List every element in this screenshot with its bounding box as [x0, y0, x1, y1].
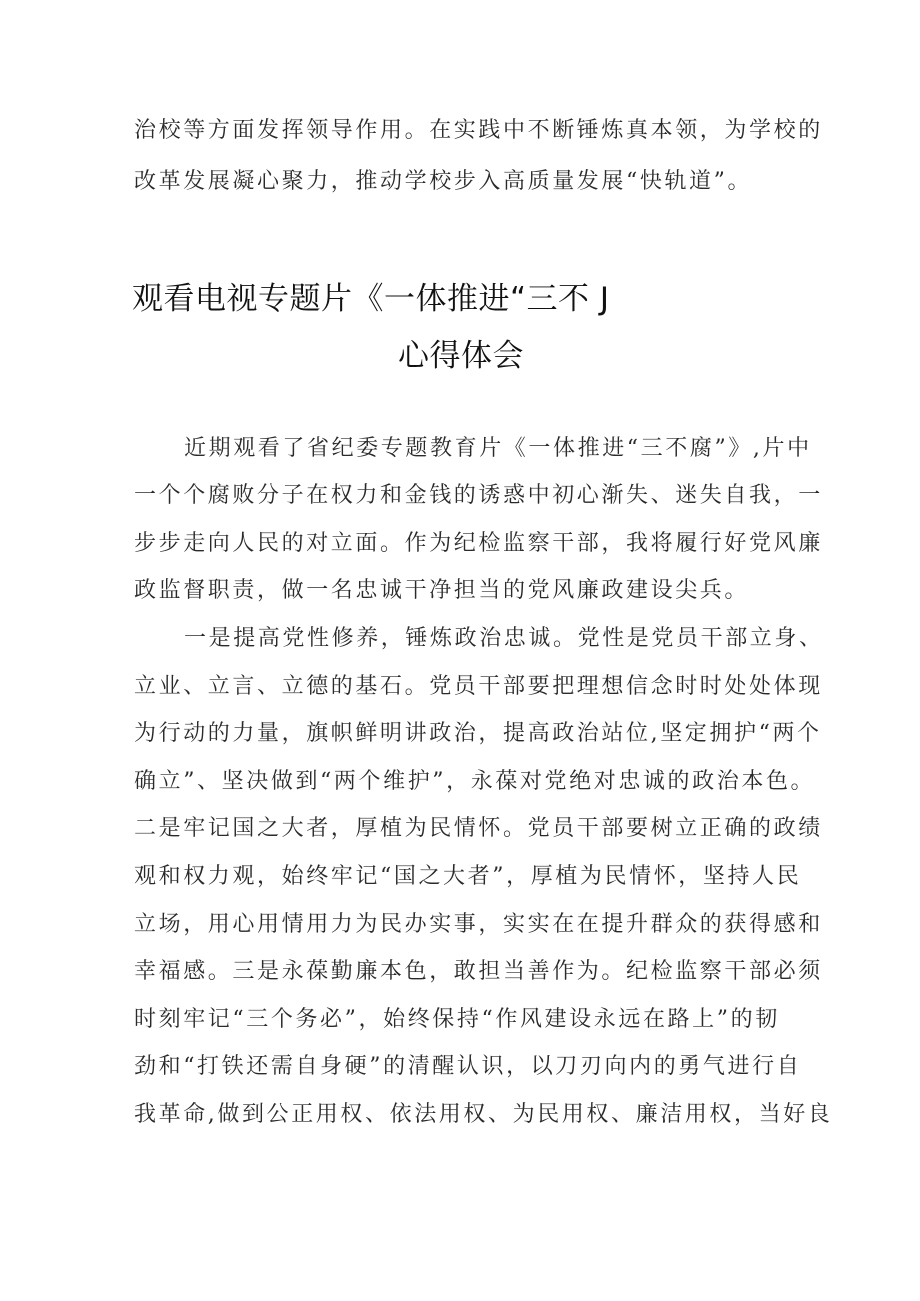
- body-line: 近期观看了省纪委专题教育片《一体推进“三不腐”》,片中: [184, 436, 812, 461]
- body-line: 一个个腐败分子在权力和金钱的诱惑中初心渐失、迷失自我，一: [134, 483, 823, 508]
- document-title-line-2: 心得体会: [398, 338, 524, 374]
- body-line: 时刻牢记“三个务必”，始终保持“作风建设永远在路上”的韧: [134, 1007, 780, 1032]
- body-line: 二是牢记国之大者，厚植为民情怀。党员干部要树立正确的政绩: [134, 816, 823, 841]
- body-line: 观和权力观，始终牢记“国之大者”，厚植为民情怀，坚持人民: [134, 864, 802, 889]
- intro-line: 治校等方面发挥领导作用。在实践中不断锤炼真本领，为学校的: [134, 118, 823, 143]
- body-line: 立业、立言、立德的基石。党员干部要把理想信念时时处处体现: [134, 674, 823, 699]
- body-line: 一是提高党性修养，锤炼政治忠诚。党性是党员干部立身、: [184, 626, 824, 651]
- body-line: 为行动的力量，旗帜鲜明讲政治，提高政治站位,坚定拥护“两个: [134, 721, 822, 746]
- body-line: 立场，用心用情用力为民办实事，实实在在提升群众的获得感和: [134, 912, 823, 937]
- body-line: 劲和“打铁还需自身硬”的清醒认识，以刀刃向内的勇气进行自: [134, 1054, 802, 1079]
- body-line: 政监督职责，做一名忠诚干净担当的党风廉政建设尖兵。: [134, 578, 750, 603]
- document-title-line-1: 观看电视专题片《一体推进“三不 J: [132, 281, 610, 317]
- intro-line: 改革发展凝心聚力，推动学校步入高质量发展“快轨道”。: [134, 169, 753, 194]
- body-line: 确立”、坚决做到“两个维护”，永葆对党绝对忠诚的政治本色。: [134, 769, 816, 794]
- body-line: 幸福感。三是永葆勤廉本色，敢担当善作为。纪检监察干部必须: [134, 959, 823, 984]
- body-line: 我革命,做到公正用权、依法用权、为民用权、廉洁用权，当好良: [134, 1102, 833, 1127]
- body-line: 步步走向人民的对立面。作为纪检监察干部，我将履行好党风廉: [134, 531, 823, 556]
